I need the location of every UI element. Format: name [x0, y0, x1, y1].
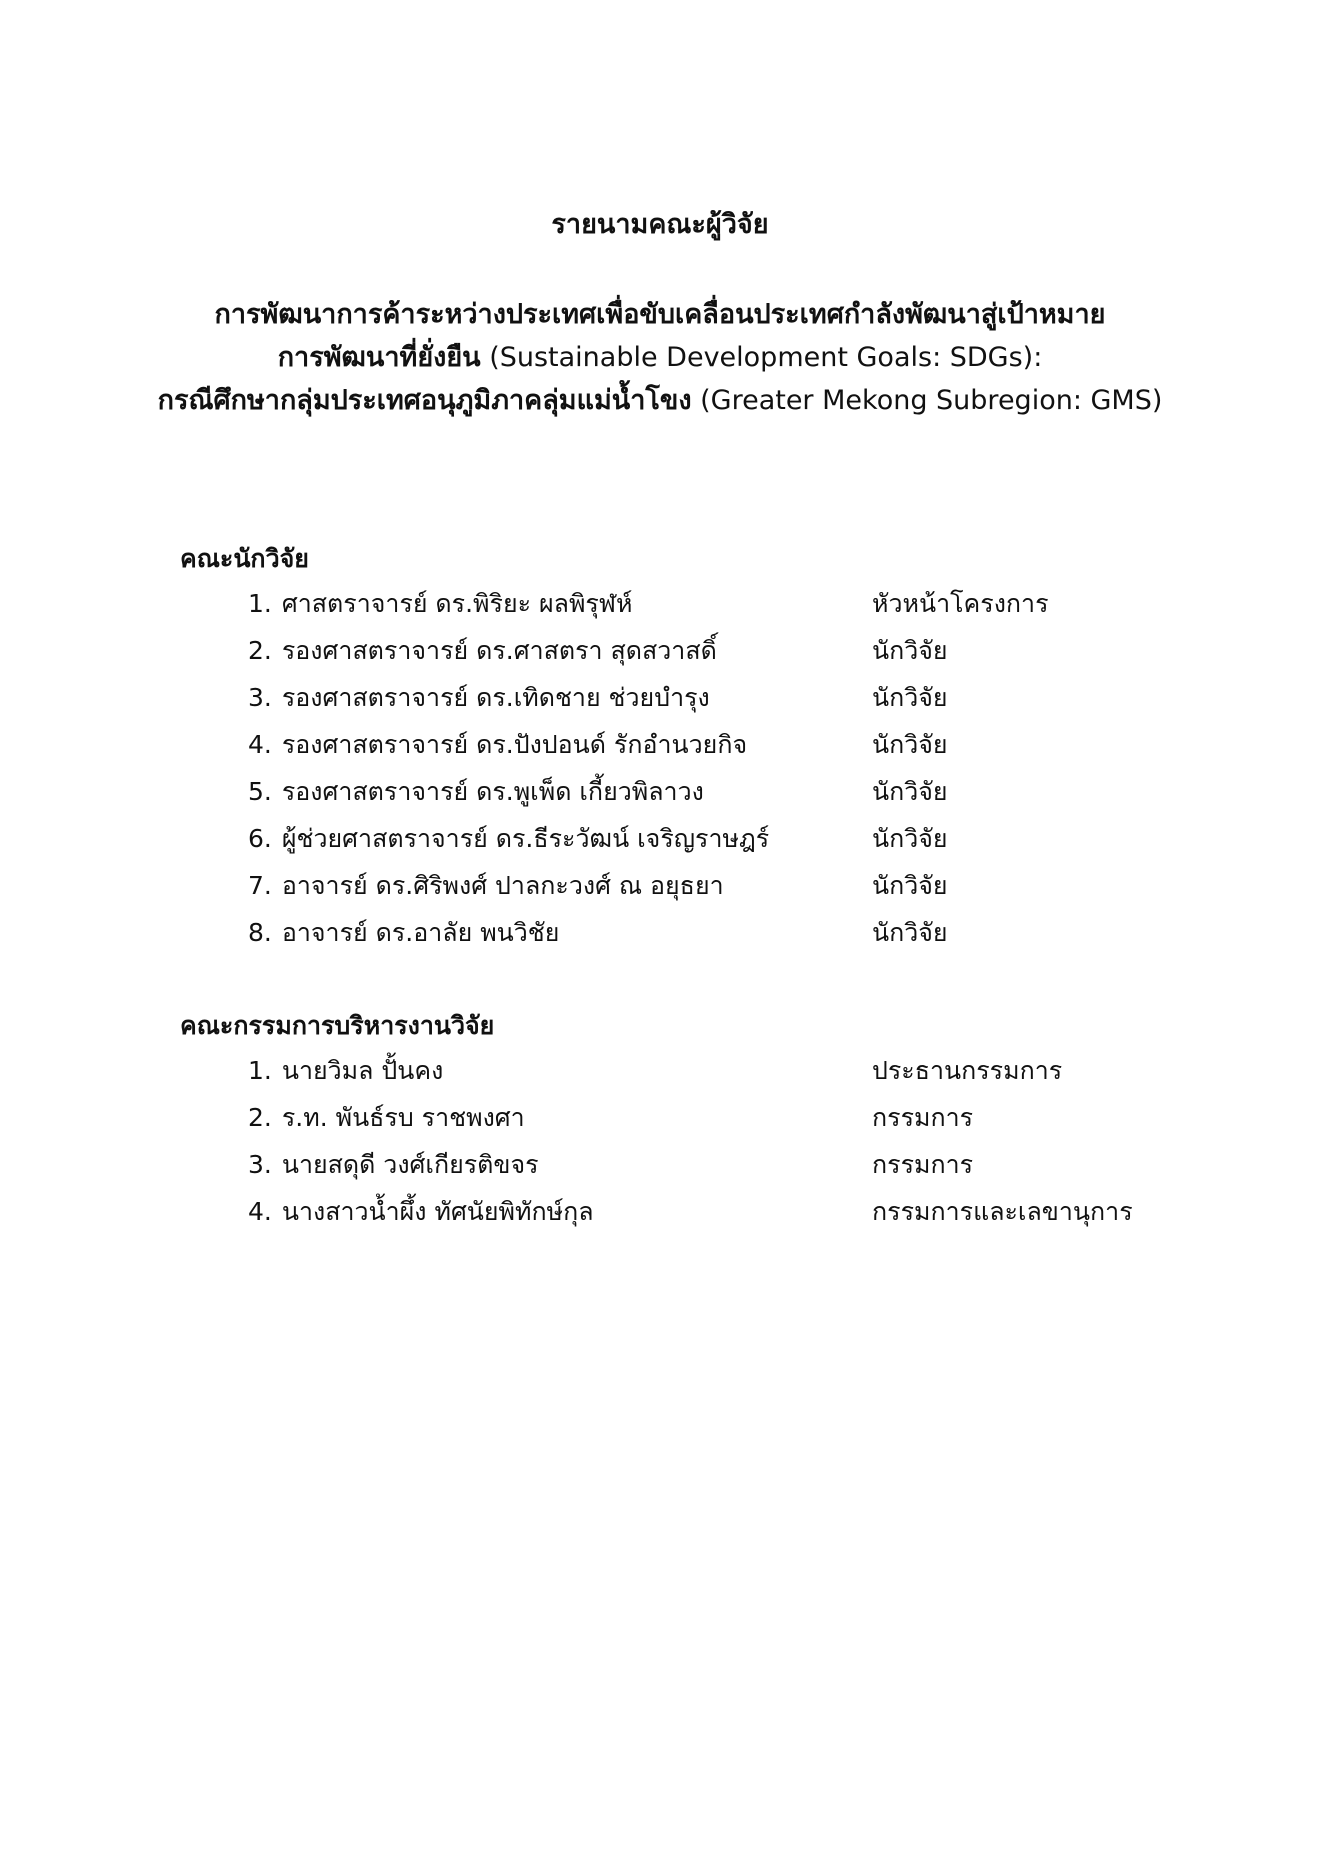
- member-role: กรรมการและเลขานุการ: [872, 1197, 1133, 1226]
- member-role: ประธานกรรมการ: [872, 1056, 1063, 1085]
- member-name: อาจารย์ ดร.ศิริพงศ์ ปาลกะวงศ์ ณ อยุธยา: [281, 871, 724, 900]
- member-role: นักวิจัย: [872, 777, 948, 806]
- member-number: 8.: [248, 918, 272, 947]
- member-role: นักวิจัย: [872, 918, 948, 947]
- committee-row: [248, 1145, 1248, 1192]
- researchers-list: [248, 584, 1248, 960]
- researcher-row: [248, 725, 1248, 772]
- member-role: นักวิจัย: [872, 871, 948, 900]
- member-role: กรรมการ: [872, 1150, 974, 1179]
- committee-row: [248, 1051, 1248, 1098]
- member-number: 2.: [248, 636, 272, 665]
- project-title-line-1: การพัฒนาการค้าระหว่างประเทศเพื่อขับเคลื่อนประเทศกำลังพัฒนาสู่เป้าหมาย: [214, 299, 1106, 330]
- member-number: 1.: [248, 1056, 272, 1085]
- member-name: รองศาสตราจารย์ ดร.เทิดชาย ช่วยบำรุง: [281, 683, 710, 712]
- project-title-line-2-thai: การพัฒนาที่ยั่งยืน: [277, 342, 481, 373]
- member-name: นายวิมล ปั้นคง: [281, 1056, 444, 1085]
- member-role: นักวิจัย: [872, 636, 948, 665]
- researcher-row: [248, 772, 1248, 819]
- member-name: รองศาสตราจารย์ ดร.ปังปอนด์ รักอำนวยกิจ: [281, 730, 748, 759]
- document-title: รายนามคณะผู้วิจัย: [551, 209, 769, 240]
- member-number: 3.: [248, 1150, 272, 1179]
- committee-row: [248, 1192, 1248, 1239]
- project-title-line-3: [0, 379, 1320, 422]
- member-number: 4.: [248, 1197, 272, 1226]
- project-title-line-2-english: (Sustainable Development Goals: SDGs):: [480, 342, 1043, 373]
- member-name: ผู้ช่วยศาสตราจารย์ ดร.ธีระวัฒน์ เจริญราษฎร์: [281, 824, 770, 853]
- member-name: นางสาวน้ำผึ้ง ทัศนัยพิทักษ์กุล: [281, 1197, 594, 1226]
- member-number: 5.: [248, 777, 272, 806]
- member-number: 1.: [248, 589, 272, 618]
- member-name: นายสดุดี วงศ์เกียรติขจร: [281, 1150, 539, 1179]
- committee-list: [248, 1051, 1248, 1239]
- researcher-row: [248, 631, 1248, 678]
- member-number: 2.: [248, 1103, 272, 1132]
- member-number: 3.: [248, 683, 272, 712]
- project-title: [0, 293, 1320, 422]
- member-role: นักวิจัย: [872, 824, 948, 853]
- member-name: ร.ท. พันธ์รบ ราชพงศา: [281, 1103, 525, 1132]
- researcher-row: [248, 866, 1248, 913]
- member-name: อาจารย์ ดร.อาลัย พนวิชัย: [281, 918, 560, 947]
- committee-row: [248, 1098, 1248, 1145]
- member-number: 6.: [248, 824, 272, 853]
- member-name: รองศาสตราจารย์ ดร.ศาสตรา สุดสวาสดิ์: [281, 636, 717, 665]
- member-role: หัวหน้าโครงการ: [872, 589, 1049, 618]
- project-title-line-3-thai: กรณีศึกษากลุ่มประเทศอนุภูมิภาคลุ่มแม่น้ำโขง: [157, 385, 692, 416]
- member-name: รองศาสตราจารย์ ดร.พูเพ็ด เกี้ยวพิลาวง: [281, 777, 704, 806]
- committee-heading: คณะกรรมการบริหารงานวิจัย: [180, 1011, 495, 1040]
- project-title-line-2: [0, 336, 1320, 379]
- member-name: ศาสตราจารย์ ดร.พิริยะ ผลพิรุฬห์: [281, 589, 633, 618]
- member-number: 4.: [248, 730, 272, 759]
- project-title-line-3-english: (Greater Mekong Subregion: GMS): [691, 385, 1163, 416]
- researcher-row: [248, 584, 1248, 631]
- member-role: นักวิจัย: [872, 683, 948, 712]
- member-role: กรรมการ: [872, 1103, 974, 1132]
- researchers-heading: คณะนักวิจัย: [180, 544, 309, 573]
- researcher-row: [248, 819, 1248, 866]
- researcher-row: [248, 913, 1248, 960]
- member-number: 7.: [248, 871, 272, 900]
- researcher-row: [248, 678, 1248, 725]
- member-role: นักวิจัย: [872, 730, 948, 759]
